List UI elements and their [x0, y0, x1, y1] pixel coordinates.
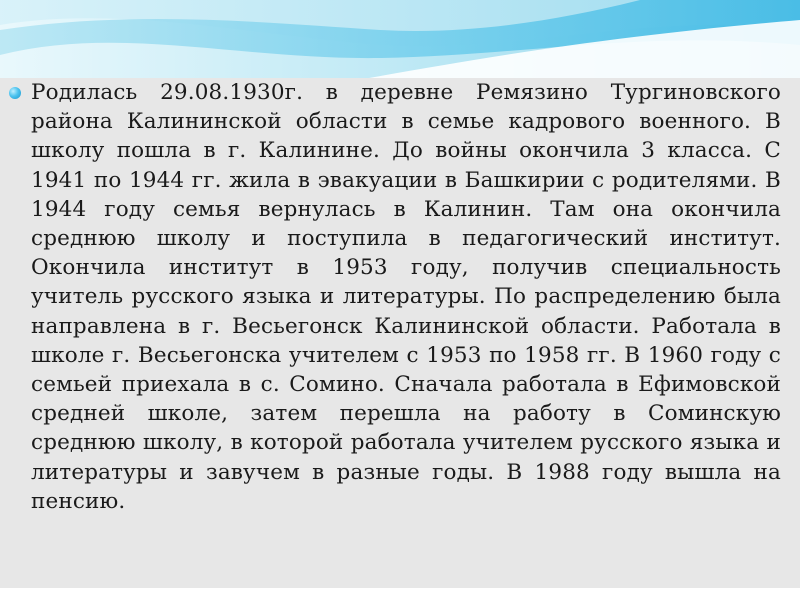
biography-paragraph: Родилась 29.08.1930г. в деревне Ремязино Тургиновского района Калининской области в семье кадрового военного. В школу пошла в г. Калинине. До войны окончила 3 класса. С 1941 по 1944 гг. жила в эвакуации в Башкирии с родителями. В 1944 году семья вернулась в Калинин. Там она окончила среднюю школу и поступила в педагогический институт. Окончила институт в 1953 году, получив специальность учитель русского языка и литературы. По распределению была направлена в г. Весьегонск Калининской области. Работала в школе г. Весьегонска учителем с 1953 по 1958 гг. В 1960 году с семьей приехала в с. Сомино. Сначала работала в Ефимовской средней школе, затем перешла на работу в Соминскую среднюю школу, в которой работала учителем русского языка и литературы и завучем в разные годы. В 1988 году вышла на пенсию.: [31, 80, 781, 514]
circle-bullet-icon: [9, 87, 21, 99]
wave-header-decoration: [0, 0, 800, 90]
